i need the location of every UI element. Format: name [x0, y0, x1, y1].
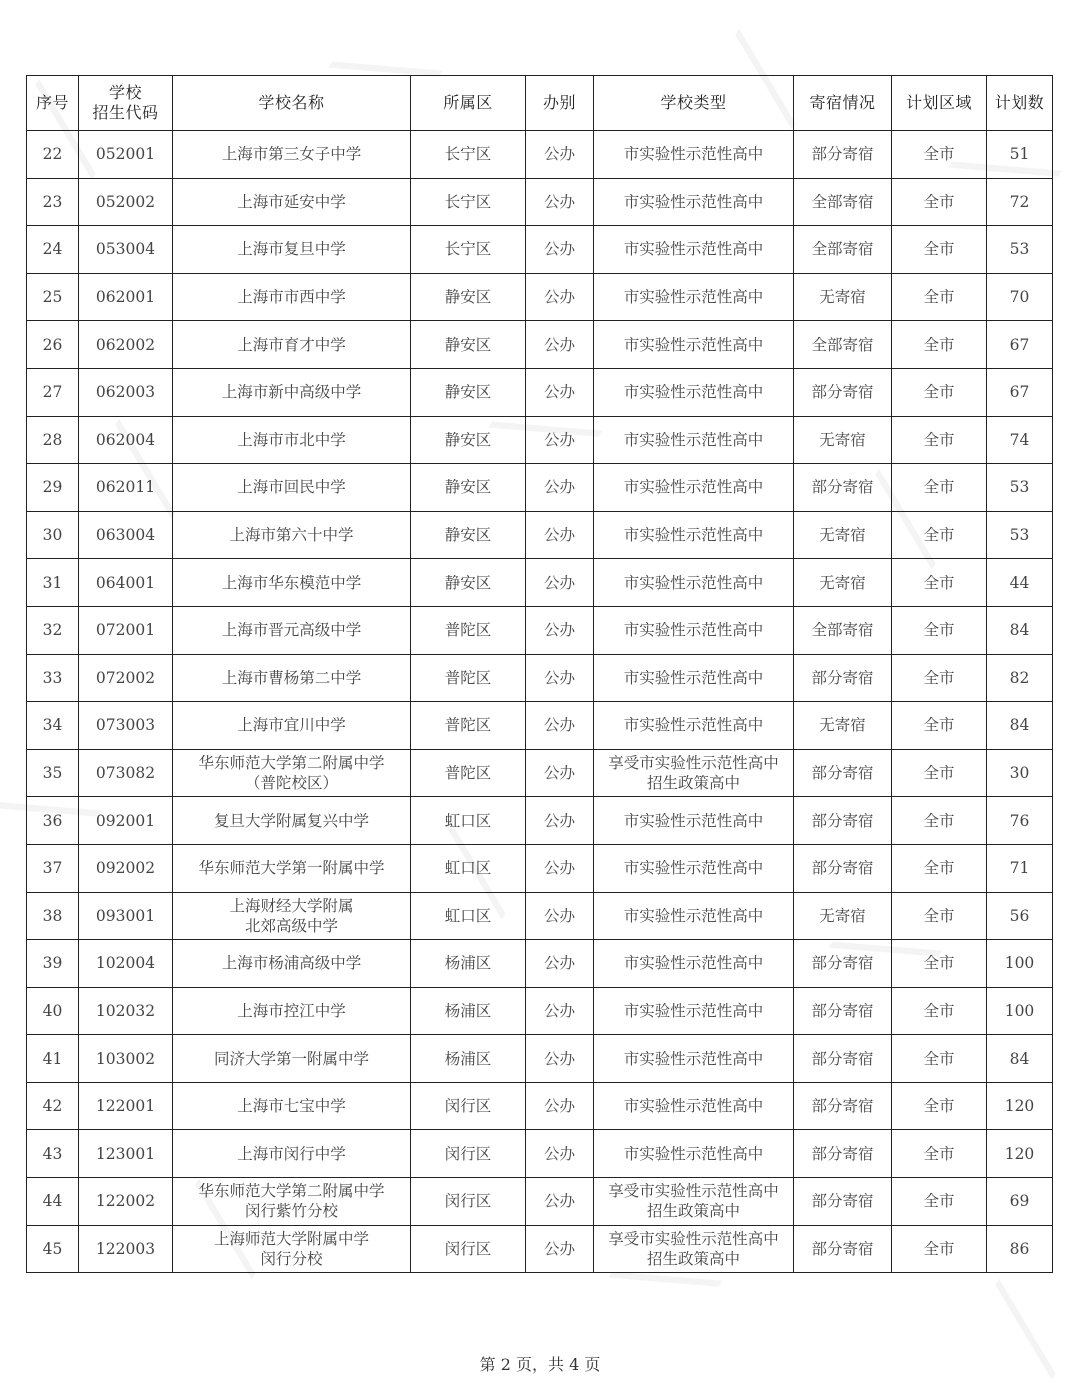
- col-index: 32: [27, 606, 79, 654]
- col-boarding: 无寄宿: [794, 892, 892, 940]
- col-school-name: 上海市控江中学: [173, 987, 411, 1035]
- col-index: 35: [27, 749, 79, 797]
- col-plan-count: 72: [987, 178, 1053, 226]
- header-col-plan-area: 计划区域: [892, 76, 987, 131]
- col-plan-count: 74: [987, 416, 1053, 464]
- col-index: 25: [27, 273, 79, 321]
- header-col-district: 所属区: [411, 76, 526, 131]
- table-row: [27, 1225, 1053, 1273]
- cell-line: 闵行紫竹分校: [244, 1202, 338, 1221]
- col-plan-area: 全市: [892, 1225, 987, 1273]
- table-row: [27, 654, 1053, 702]
- col-plan-count: 84: [987, 1035, 1053, 1083]
- col-school-type: 市实验性示范性高中: [594, 1082, 794, 1130]
- col-school-type: 市实验性示范性高中: [594, 559, 794, 607]
- col-plan-count: 30: [987, 749, 1053, 797]
- col-ownership: 公办: [526, 1130, 594, 1178]
- col-index: 37: [27, 844, 79, 892]
- col-boarding: 部分寄宿: [794, 1225, 892, 1273]
- table-row: [27, 464, 1053, 512]
- col-code: 063004: [79, 511, 173, 559]
- col-school-name: 上海市市北中学: [173, 416, 411, 464]
- col-school-type: 市实验性示范性高中: [594, 606, 794, 654]
- col-district: 杨浦区: [411, 987, 526, 1035]
- col-boarding: 部分寄宿: [794, 1130, 892, 1178]
- header-col-school-name: 学校名称: [173, 76, 411, 131]
- col-code: 123001: [79, 1130, 173, 1178]
- col-district: 普陀区: [411, 606, 526, 654]
- col-school-name: [173, 1178, 411, 1226]
- cell-line: 享受市实验性示范性高中: [608, 1229, 779, 1248]
- col-plan-count: 53: [987, 511, 1053, 559]
- col-boarding: 部分寄宿: [794, 1035, 892, 1083]
- col-school-name: 上海市宜川中学: [173, 702, 411, 750]
- col-school-name: 上海市七宝中学: [173, 1082, 411, 1130]
- col-school-type: 市实验性示范性高中: [594, 511, 794, 559]
- col-school-type: 市实验性示范性高中: [594, 368, 794, 416]
- cell-line: 招生政策高中: [646, 1202, 740, 1221]
- admission-plan-table: [26, 75, 1053, 1273]
- table-row: [27, 368, 1053, 416]
- col-ownership: 公办: [526, 1225, 594, 1273]
- col-code: 053004: [79, 226, 173, 274]
- col-school-name: 上海市第六十中学: [173, 511, 411, 559]
- cell-line: 招生政策高中: [646, 1249, 740, 1268]
- col-index: 44: [27, 1178, 79, 1226]
- col-index: 39: [27, 940, 79, 988]
- col-school-name: [173, 1225, 411, 1273]
- col-boarding: 部分寄宿: [794, 940, 892, 988]
- col-district: 静安区: [411, 464, 526, 512]
- col-school-type: 市实验性示范性高中: [594, 131, 794, 179]
- col-plan-area: 全市: [892, 702, 987, 750]
- table-row: [27, 797, 1053, 845]
- cell-line: 招生代码: [92, 103, 159, 122]
- col-school-type: 市实验性示范性高中: [594, 416, 794, 464]
- cell-line: 招生政策高中: [646, 774, 740, 793]
- col-plan-count: 71: [987, 844, 1053, 892]
- col-district: 普陀区: [411, 654, 526, 702]
- col-ownership: 公办: [526, 226, 594, 274]
- col-index: 23: [27, 178, 79, 226]
- col-plan-area: 全市: [892, 178, 987, 226]
- col-district: 虹口区: [411, 797, 526, 845]
- col-code: 052002: [79, 178, 173, 226]
- col-boarding: 部分寄宿: [794, 368, 892, 416]
- table-row: [27, 1035, 1053, 1083]
- col-district: 闵行区: [411, 1130, 526, 1178]
- col-plan-count: 84: [987, 702, 1053, 750]
- col-index: 22: [27, 131, 79, 179]
- col-district: 杨浦区: [411, 1035, 526, 1083]
- col-index: 34: [27, 702, 79, 750]
- col-school-type: 市实验性示范性高中: [594, 178, 794, 226]
- cell-line: 学校: [108, 83, 142, 102]
- col-boarding: 部分寄宿: [794, 654, 892, 702]
- col-boarding: 全部寄宿: [794, 321, 892, 369]
- col-plan-area: 全市: [892, 464, 987, 512]
- col-school-name: 上海市延安中学: [173, 178, 411, 226]
- header-col-ownership: 办别: [526, 76, 594, 131]
- table-row: [27, 606, 1053, 654]
- col-school-type: 市实验性示范性高中: [594, 321, 794, 369]
- col-plan-area: 全市: [892, 559, 987, 607]
- col-index: 33: [27, 654, 79, 702]
- col-plan-count: 84: [987, 606, 1053, 654]
- col-district: 闵行区: [411, 1178, 526, 1226]
- col-school-type: 市实验性示范性高中: [594, 892, 794, 940]
- col-ownership: 公办: [526, 892, 594, 940]
- col-plan-area: 全市: [892, 1035, 987, 1083]
- col-school-name: 上海市曹杨第二中学: [173, 654, 411, 702]
- col-plan-count: 120: [987, 1130, 1053, 1178]
- col-plan-area: 全市: [892, 987, 987, 1035]
- col-code: 122002: [79, 1178, 173, 1226]
- col-school-name: 华东师范大学第一附属中学: [173, 844, 411, 892]
- col-code: 062011: [79, 464, 173, 512]
- table-row: [27, 1130, 1053, 1178]
- col-school-type: 市实验性示范性高中: [594, 226, 794, 274]
- col-district: 杨浦区: [411, 940, 526, 988]
- col-school-type: [594, 749, 794, 797]
- col-school-name: [173, 749, 411, 797]
- table-row: [27, 178, 1053, 226]
- col-boarding: 全部寄宿: [794, 178, 892, 226]
- col-plan-count: 70: [987, 273, 1053, 321]
- col-ownership: 公办: [526, 987, 594, 1035]
- table-body: [27, 131, 1053, 1273]
- col-plan-area: 全市: [892, 273, 987, 321]
- col-school-name: [173, 892, 411, 940]
- header-col-school-type: 学校类型: [594, 76, 794, 131]
- col-plan-count: 53: [987, 226, 1053, 274]
- col-plan-area: 全市: [892, 606, 987, 654]
- col-plan-count: 69: [987, 1178, 1053, 1226]
- col-school-type: 市实验性示范性高中: [594, 987, 794, 1035]
- col-boarding: 无寄宿: [794, 702, 892, 750]
- col-index: 36: [27, 797, 79, 845]
- col-plan-count: 53: [987, 464, 1053, 512]
- col-code: 092001: [79, 797, 173, 845]
- col-district: 闵行区: [411, 1082, 526, 1130]
- header-col-plan-count: 计划数: [987, 76, 1053, 131]
- col-ownership: 公办: [526, 511, 594, 559]
- col-code: 062001: [79, 273, 173, 321]
- col-school-type: 市实验性示范性高中: [594, 273, 794, 321]
- col-ownership: 公办: [526, 797, 594, 845]
- table-row: [27, 892, 1053, 940]
- col-school-type: 市实验性示范性高中: [594, 1035, 794, 1083]
- col-plan-area: 全市: [892, 131, 987, 179]
- col-ownership: 公办: [526, 273, 594, 321]
- col-district: 静安区: [411, 273, 526, 321]
- col-ownership: 公办: [526, 940, 594, 988]
- col-district: 长宁区: [411, 131, 526, 179]
- col-plan-count: 82: [987, 654, 1053, 702]
- col-boarding: 全部寄宿: [794, 606, 892, 654]
- col-school-name: 同济大学第一附属中学: [173, 1035, 411, 1083]
- col-school-type: [594, 1225, 794, 1273]
- col-plan-area: 全市: [892, 416, 987, 464]
- table-row: [27, 940, 1053, 988]
- cell-line: 北郊高级中学: [244, 916, 338, 935]
- cell-line: 享受市实验性示范性高中: [608, 754, 779, 773]
- table-row: [27, 559, 1053, 607]
- col-ownership: 公办: [526, 1035, 594, 1083]
- col-code: 102032: [79, 987, 173, 1035]
- col-index: 27: [27, 368, 79, 416]
- col-ownership: 公办: [526, 1082, 594, 1130]
- col-district: 虹口区: [411, 844, 526, 892]
- col-plan-area: 全市: [892, 321, 987, 369]
- col-code: 072001: [79, 606, 173, 654]
- table-row: [27, 844, 1053, 892]
- table-header-row: [27, 76, 1053, 131]
- col-boarding: 部分寄宿: [794, 749, 892, 797]
- col-code: 092002: [79, 844, 173, 892]
- col-code: 122003: [79, 1225, 173, 1273]
- col-plan-area: 全市: [892, 368, 987, 416]
- col-index: 45: [27, 1225, 79, 1273]
- col-boarding: 部分寄宿: [794, 844, 892, 892]
- cell-line: 上海财经大学附属: [229, 896, 354, 915]
- table-row: [27, 226, 1053, 274]
- table-row: [27, 1178, 1053, 1226]
- col-school-name: 上海市晋元高级中学: [173, 606, 411, 654]
- col-ownership: 公办: [526, 1178, 594, 1226]
- col-code: 072002: [79, 654, 173, 702]
- table-row: [27, 511, 1053, 559]
- cell-line: 闵行分校: [260, 1249, 323, 1268]
- col-ownership: 公办: [526, 702, 594, 750]
- col-index: 38: [27, 892, 79, 940]
- col-district: 长宁区: [411, 226, 526, 274]
- table-row: [27, 1082, 1053, 1130]
- col-plan-area: 全市: [892, 844, 987, 892]
- col-district: 闵行区: [411, 1225, 526, 1273]
- col-district: 静安区: [411, 511, 526, 559]
- col-ownership: 公办: [526, 654, 594, 702]
- table-row: [27, 702, 1053, 750]
- col-school-type: 市实验性示范性高中: [594, 844, 794, 892]
- col-school-name: 上海市闵行中学: [173, 1130, 411, 1178]
- col-plan-area: 全市: [892, 1178, 987, 1226]
- col-plan-area: 全市: [892, 797, 987, 845]
- col-school-name: 复旦大学附属复兴中学: [173, 797, 411, 845]
- col-index: 29: [27, 464, 79, 512]
- col-code: 062004: [79, 416, 173, 464]
- col-plan-count: 44: [987, 559, 1053, 607]
- col-ownership: 公办: [526, 178, 594, 226]
- col-code: 103002: [79, 1035, 173, 1083]
- col-index: 26: [27, 321, 79, 369]
- col-plan-area: 全市: [892, 749, 987, 797]
- col-ownership: 公办: [526, 844, 594, 892]
- col-boarding: 全部寄宿: [794, 226, 892, 274]
- col-school-type: 市实验性示范性高中: [594, 797, 794, 845]
- col-boarding: 部分寄宿: [794, 987, 892, 1035]
- col-school-name: 上海市华东模范中学: [173, 559, 411, 607]
- col-plan-count: 100: [987, 987, 1053, 1035]
- col-plan-area: 全市: [892, 1082, 987, 1130]
- col-boarding: 无寄宿: [794, 273, 892, 321]
- col-ownership: 公办: [526, 559, 594, 607]
- col-plan-area: 全市: [892, 511, 987, 559]
- col-plan-area: 全市: [892, 892, 987, 940]
- col-plan-area: 全市: [892, 654, 987, 702]
- col-school-name: 上海市育才中学: [173, 321, 411, 369]
- col-school-name: 上海市新中高级中学: [173, 368, 411, 416]
- page-footer: 第 2 页，共 4 页: [479, 1355, 601, 1374]
- col-boarding: 部分寄宿: [794, 464, 892, 512]
- col-code: 064001: [79, 559, 173, 607]
- col-boarding: 无寄宿: [794, 416, 892, 464]
- col-index: 43: [27, 1130, 79, 1178]
- col-boarding: 无寄宿: [794, 559, 892, 607]
- col-ownership: 公办: [526, 416, 594, 464]
- col-district: 静安区: [411, 321, 526, 369]
- col-code: 062002: [79, 321, 173, 369]
- col-school-name: 上海市复旦中学: [173, 226, 411, 274]
- col-district: 静安区: [411, 559, 526, 607]
- cell-line: 华东师范大学第二附属中学: [198, 754, 385, 773]
- col-school-name: 上海市市西中学: [173, 273, 411, 321]
- col-index: 24: [27, 226, 79, 274]
- col-plan-count: 86: [987, 1225, 1053, 1273]
- cell-line: 享受市实验性示范性高中: [608, 1182, 779, 1201]
- table-row: [27, 987, 1053, 1035]
- col-plan-count: 67: [987, 321, 1053, 369]
- cell-line: 上海师范大学附属中学: [213, 1229, 369, 1248]
- col-index: 28: [27, 416, 79, 464]
- col-plan-count: 51: [987, 131, 1053, 179]
- col-plan-count: 67: [987, 368, 1053, 416]
- col-index: 31: [27, 559, 79, 607]
- table-row: [27, 131, 1053, 179]
- col-plan-area: 全市: [892, 1130, 987, 1178]
- col-index: 40: [27, 987, 79, 1035]
- col-ownership: 公办: [526, 321, 594, 369]
- col-school-name: 上海市回民中学: [173, 464, 411, 512]
- col-district: 普陀区: [411, 749, 526, 797]
- table-row: [27, 273, 1053, 321]
- header-col-code: [79, 76, 173, 131]
- col-plan-area: 全市: [892, 940, 987, 988]
- col-ownership: 公办: [526, 368, 594, 416]
- col-boarding: 部分寄宿: [794, 1082, 892, 1130]
- col-boarding: 部分寄宿: [794, 797, 892, 845]
- col-ownership: 公办: [526, 131, 594, 179]
- col-school-type: 市实验性示范性高中: [594, 1130, 794, 1178]
- col-code: 122001: [79, 1082, 173, 1130]
- col-ownership: 公办: [526, 606, 594, 654]
- col-district: 静安区: [411, 416, 526, 464]
- cell-line: 华东师范大学第二附属中学: [198, 1182, 385, 1201]
- col-school-name: 上海市第三女子中学: [173, 131, 411, 179]
- table-row: [27, 749, 1053, 797]
- header-col-boarding: 寄宿情况: [794, 76, 892, 131]
- col-school-name: 上海市杨浦高级中学: [173, 940, 411, 988]
- col-code: 093001: [79, 892, 173, 940]
- cell-line: （普陀校区）: [244, 774, 338, 793]
- col-district: 普陀区: [411, 702, 526, 750]
- col-plan-count: 76: [987, 797, 1053, 845]
- col-school-type: [594, 1178, 794, 1226]
- col-code: 073003: [79, 702, 173, 750]
- col-boarding: 部分寄宿: [794, 131, 892, 179]
- col-index: 30: [27, 511, 79, 559]
- col-code: 052001: [79, 131, 173, 179]
- table-row: [27, 321, 1053, 369]
- col-code: 062003: [79, 368, 173, 416]
- col-school-type: 市实验性示范性高中: [594, 940, 794, 988]
- col-district: 虹口区: [411, 892, 526, 940]
- col-code: 073082: [79, 749, 173, 797]
- col-district: 静安区: [411, 368, 526, 416]
- col-ownership: 公办: [526, 749, 594, 797]
- col-school-type: 市实验性示范性高中: [594, 464, 794, 512]
- col-boarding: 无寄宿: [794, 511, 892, 559]
- col-ownership: 公办: [526, 464, 594, 512]
- col-index: 42: [27, 1082, 79, 1130]
- col-boarding: 部分寄宿: [794, 1178, 892, 1226]
- col-plan-count: 56: [987, 892, 1053, 940]
- col-school-type: 市实验性示范性高中: [594, 654, 794, 702]
- col-district: 长宁区: [411, 178, 526, 226]
- header-col-index: 序号: [27, 76, 79, 131]
- table-row: [27, 416, 1053, 464]
- col-plan-count: 120: [987, 1082, 1053, 1130]
- col-plan-area: 全市: [892, 226, 987, 274]
- col-school-type: 市实验性示范性高中: [594, 702, 794, 750]
- col-code: 102004: [79, 940, 173, 988]
- col-index: 41: [27, 1035, 79, 1083]
- col-plan-count: 100: [987, 940, 1053, 988]
